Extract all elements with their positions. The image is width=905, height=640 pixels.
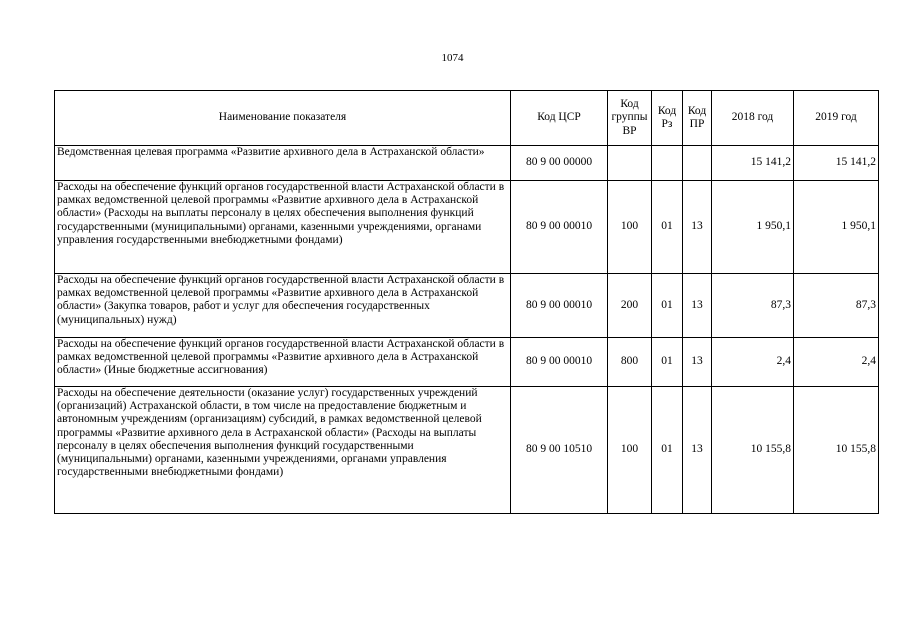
cell-csr: 80 9 00 10510: [511, 387, 608, 514]
cell-csr: 80 9 00 00000: [511, 146, 608, 181]
cell-csr: 80 9 00 00010: [511, 338, 608, 387]
cell-rz: [652, 146, 683, 181]
cell-pr: 13: [683, 387, 712, 514]
cell-vr: 200: [608, 274, 652, 338]
budget-table: [54, 90, 879, 514]
table-row: [55, 338, 879, 387]
cell-2018: 1 950,1: [712, 181, 794, 274]
cell-2018: 2,4: [712, 338, 794, 387]
cell-vr: 100: [608, 387, 652, 514]
header-2018: 2018 год: [712, 91, 794, 146]
cell-2019: 1 950,1: [794, 181, 879, 274]
header-name: Наименование показателя: [55, 91, 511, 146]
cell-rz: 01: [652, 181, 683, 274]
cell-2018: 10 155,8: [712, 387, 794, 514]
cell-rz: 01: [652, 387, 683, 514]
cell-pr: 13: [683, 181, 712, 274]
cell-vr: 100: [608, 181, 652, 274]
cell-2019: 87,3: [794, 274, 879, 338]
cell-name: Ведомственная целевая программа «Развитие архивного дела в Астраханской области»: [55, 146, 511, 181]
cell-2019: 2,4: [794, 338, 879, 387]
cell-pr: 13: [683, 274, 712, 338]
table-row: [55, 146, 879, 181]
cell-name: Расходы на обеспечение функций органов государственной власти Астраханской области в рамках ведомственной целевой программы «Развитие архивного дела в Астраханской области» (Иные бюджетные ассигнования): [55, 338, 511, 387]
cell-rz: 01: [652, 274, 683, 338]
cell-rz: 01: [652, 338, 683, 387]
cell-2018: 87,3: [712, 274, 794, 338]
cell-pr: [683, 146, 712, 181]
table-row: [55, 274, 879, 338]
cell-name: Расходы на обеспечение деятельности (оказание услуг) государственных учреждений (организаций) Астраханской области, в том числе на предоставление бюджетным и автономным учреждениям (организациям) субсидий, в рамках ведомственной целевой программы «Развитие архивного дела в Астраханской области» (Расходы на выплаты персоналу в целях обеспечения выполнения функций государственными (муниципальными) органами, казенными учреждениями, органами управления государственными внебюджетными фондами): [55, 387, 511, 514]
cell-2019: 10 155,8: [794, 387, 879, 514]
cell-name: Расходы на обеспечение функций органов государственной власти Астраханской области в рамках ведомственной целевой программы «Развитие архивного дела в Астраханской области» (Расходы на выплаты персоналу в целях обеспечения выполнения функций государственными (муниципальными) органами, казенными учреждениями, органами управления государственными внебюджетными фондами): [55, 181, 511, 274]
cell-pr: 13: [683, 338, 712, 387]
header-vr: Код группы ВР: [608, 91, 652, 146]
page-number: 1074: [441, 52, 464, 64]
header-2019: 2019 год: [794, 91, 879, 146]
cell-name: Расходы на обеспечение функций органов государственной власти Астраханской области в рамках ведомственной целевой программы «Развитие архивного дела в Астраханской области» (Закупка товаров, работ и услуг для обеспечения государственных (муниципальных) нужд): [55, 274, 511, 338]
cell-vr: 800: [608, 338, 652, 387]
header-rz: Код Рз: [652, 91, 683, 146]
cell-vr: [608, 146, 652, 181]
cell-csr: 80 9 00 00010: [511, 274, 608, 338]
cell-2018: 15 141,2: [712, 146, 794, 181]
table-row: [55, 181, 879, 274]
header-csr: Код ЦСР: [511, 91, 608, 146]
cell-2019: 15 141,2: [794, 146, 879, 181]
cell-csr: 80 9 00 00010: [511, 181, 608, 274]
table-row: [55, 387, 879, 514]
header-pr: Код ПР: [683, 91, 712, 146]
table-header-row: [55, 91, 879, 146]
